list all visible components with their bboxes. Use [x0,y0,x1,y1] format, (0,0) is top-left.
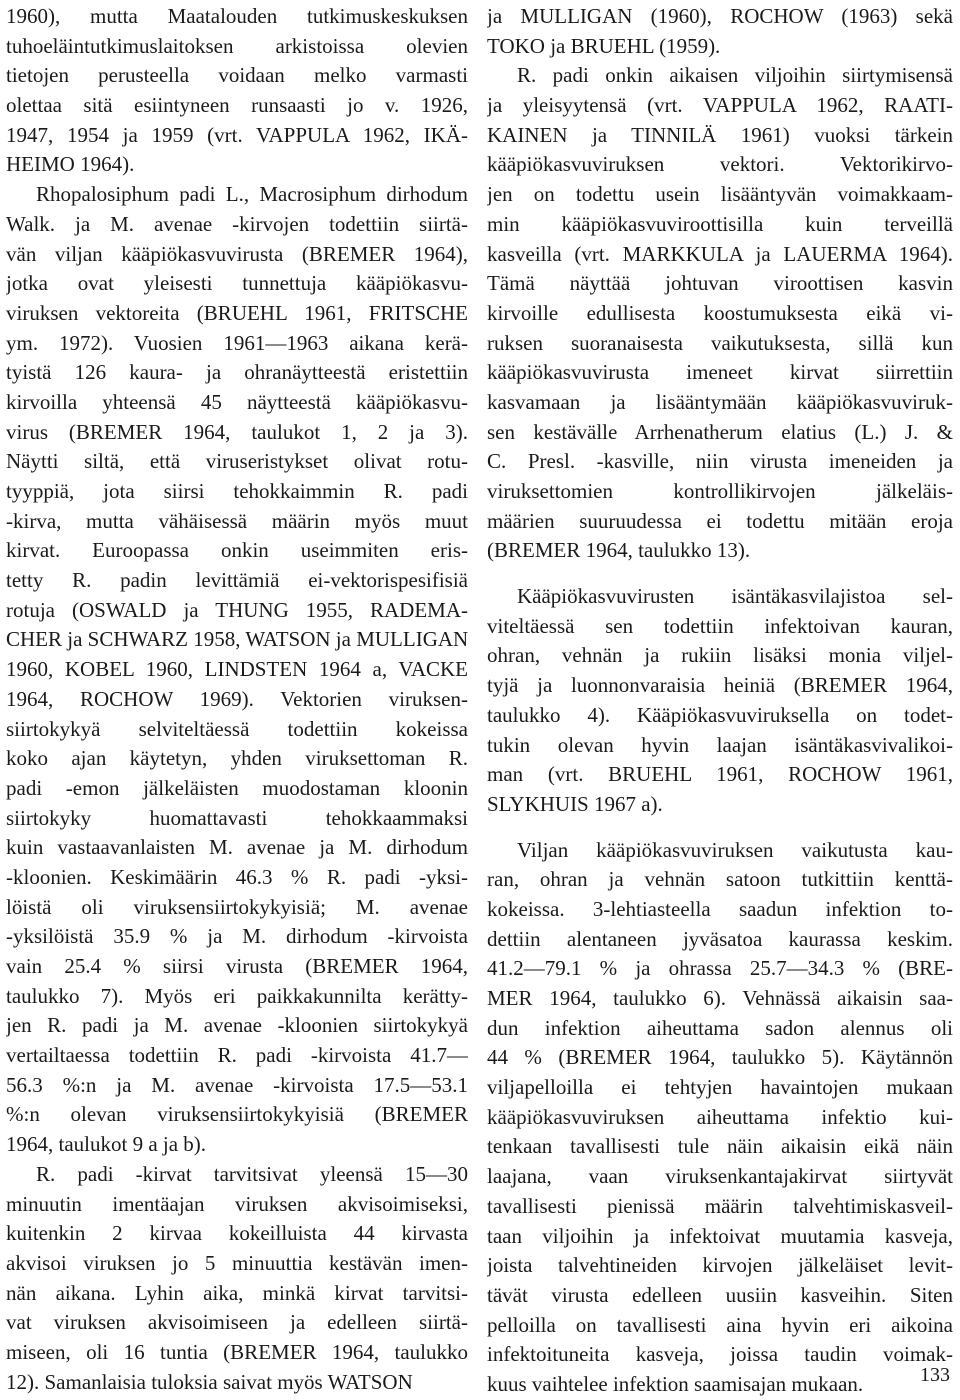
text-line: kääpiökasvuviruksen vektori. Vektorikirvo- [487,152,953,177]
text-line: Viljan kääpiökasvuviruksen vaikutusta kau- [517,837,953,862]
text-line: olettaa sitä esiintyneen runsaasti jo v. 1926, [6,93,468,118]
text-line: ja MULLIGAN (1960), ROCHOW (1963) sekä [487,4,953,28]
text-line: 41.2—79.1 % ja ohrassa 25.7—34.3 % (BRE- [487,956,953,981]
text-line: tyjä ja luonnonvaraisia heiniä (BREMER 1964, [487,673,953,698]
text-line: siirtokyky huomattavasti tehokkaammaksi [6,805,468,830]
text-line: (BREMER 1964, taulukko 13). [487,538,751,563]
text-line: min kääpiökasvuviroottisilla kuin terveillä [487,211,953,236]
text-line: 44 % (BREMER 1964, taulukko 5). Käytännön [487,1045,953,1070]
text-line: siirtokykyä selviteltäessä todettiin kokeissa [6,716,468,741]
paragraph-gap [487,820,953,836]
text-line: kääpiökasvuviruksen aiheuttama infektio kui- [487,1104,953,1129]
page-number: 133 [920,1364,950,1386]
text-line: Tämä näyttää johtuvan viroottisen kasvin [487,271,953,296]
text-line: -kirva, mutta vähäisessä määrin myös muut [6,508,468,533]
text-line: infektoituneita kasveja, joissa taudin voimak- [487,1342,953,1367]
text-line: tuhoeläintutkimuslaitoksen arkistoissa olevien [6,33,468,58]
text-line: joista talvehtineiden kirvojen jälkeläiset levit- [487,1253,953,1278]
text-line: kuin vastaavanlaisten M. avenae ja M. dirhodum [6,835,468,860]
text-line: nän aikana. Lyhin aika, minkä kirvat tarvitsi- [6,1280,468,1305]
text-line: %:n olevan viruksensiirtokykyisiä (BREMER [6,1102,468,1127]
text-line: taulukko 7). Myös eri paikkakunnilta kerätty- [6,983,468,1008]
text-line: jen R. padi ja M. avenae -kloonien siirtokykyä [6,1013,468,1038]
text-line: pelloilla on tavallisesti aina hyvin eri aikoina [487,1312,953,1337]
text-line: kuitenkin 2 kirvaa kokeilluista 44 kirvasta [6,1221,468,1246]
text-line: taulukko 4). Kääpiökasvuviruksella on todet- [487,702,953,727]
text-line: kasvamaan ja lisääntymään kääpiökasvuviruk- [487,389,953,414]
text-line: viteltäessä sen todettiin infektoivan kauran, [487,613,953,638]
text-line: 1964, taulukot 9 a ja b). [6,1132,207,1157]
text-line: tietojen perusteella voidaan melko varmasti [6,63,468,88]
text-line: viruksettomien kontrollikirvojen jälkeläis- [487,479,953,503]
text-line: dun infektion aiheuttama sadon alennus oli [487,1015,953,1040]
text-line: 12). Samanlaisia tuloksia saivat myös WATSON [6,1369,413,1394]
text-line: 56.3 %:n ja M. avenae -kirvoista 17.5—53.1 [6,1072,468,1097]
text-line: padi -emon jälkeläisten muodostaman kloonin [6,775,468,800]
text-line: 1960), mutta Maatalouden tutkimuskeskuksen [6,4,468,28]
text-line: CHER ja SCHWARZ 1958, WATSON ja MULLIGAN [6,627,468,652]
text-line: vain 25.4 % siirsi virusta (BREMER 1964, [6,954,468,978]
text-line: Näytti siltä, että viruseristykset olivat rotu- [6,449,468,474]
text-line: SLYKHUIS 1967 a). [487,791,663,816]
text-line: Rhopalosiphum padi L., Macrosiphum dirhodum [36,182,468,207]
text-line: vän viljan kääpiökasvuvirusta (BREMER 1964), [6,241,468,266]
text-line: dettiin alentaneen jyväsatoa kaurassa keskim. [487,926,953,951]
text-line: Walk. ja M. avenae -kirvojen todettiin siirtä- [6,211,468,236]
text-line: ran, ohran ja vehnän satoon tutkittiin kenttä- [487,867,953,892]
text-line: jotka ovat yleisesti tunnettuja kääpiökasvu- [6,271,468,296]
right-column [487,2,953,1400]
text-line: tenkaan tavallisesti tule näin aikaisin eikä näin [487,1134,953,1159]
text-line: kasveilla (vrt. MARKKULA ja LAUERMA 1964). [487,241,953,266]
text-line: -kloonien. Keskimäärin 46.3 % R. padi -yksi- [6,864,468,889]
text-line: 1964, ROCHOW 1969). Vektorien viruksen- [6,686,468,711]
text-line: HEIMO 1964). [6,152,135,177]
text-line: R. padi -kirvat tarvitsivat yleensä 15—30 [36,1161,468,1186]
text-line: koko ajan käytetyn, yhden viruksettoman R. [6,746,468,771]
text-line: tavallisesti pienissä määrin talvehtimiskasveil- [487,1193,953,1218]
text-line: viljapelloilla ei tehtyjen havaintojen mukaan [487,1075,953,1100]
text-line: KAINEN ja TINNILÄ 1961) vuoksi tärkein [487,122,953,147]
text-line: vat viruksen akvisoimiseen ja edelleen siirtä- [6,1310,468,1335]
left-column [6,2,468,1397]
text-line: tyistä 126 kaura- ja ohranäytteestä eristettiin [6,360,468,385]
text-line: viruksen vektoreita (BRUEHL 1961, FRITSCHE [6,300,468,325]
text-line: tyyppiä, jota siirsi tehokkaimmin R. padi [6,479,468,503]
text-line: ym. 1972). Vuosien 1961—1963 aikana kerä- [6,330,468,355]
text-line: määrien suuruudessa ei todettu mitään eroja [487,508,953,533]
text-line: ja yleisyytensä (vrt. VAPPULA 1962, RAATI- [487,93,953,118]
text-line: C. Presl. -kasville, niin virusta imeneiden ja [487,449,953,474]
text-line: miseen, oli 16 tuntia (BREMER 1964, taulukko [6,1339,468,1364]
text-line: R. padi onkin aikaisen viljoihin siirtymisensä [517,63,953,88]
text-line: ohran, vehnän ja rukiin lisäksi monia viljel- [487,643,953,668]
text-line: kuus vaihtelee infektion saamisajan mukaan. [487,1371,864,1396]
text-line: taan viljoihin ja infektoivat muutamia kasveja, [487,1223,953,1248]
text-line: kokeissa. 3-lehtiasteella saadun infektion to- [487,896,953,921]
text-line: kääpiökasvuvirusta imeneet kirvat siirrettiin [487,360,953,385]
text-line: tävät virusta edelleen uusiin kasveihin. Siten [487,1282,953,1307]
text-line: tukin olevan hyvin laajan isäntäkasvivalikoi- [487,732,953,757]
text-line: laajana, vaan viruksenkantajakirvat siirtyvät [487,1164,953,1189]
text-line: 1960, KOBEL 1960, LINDSTEN 1964 a, VACKE [6,657,468,682]
text-line: rotuja (OSWALD ja THUNG 1955, RADEMA- [6,597,468,622]
text-line: sen kestävälle Arrhenatherum elatius (L.) J. & [487,419,953,444]
text-line: ruksen suoranaisesta vaikutuksesta, sillä kun [487,330,953,355]
text-line: MER 1964, taulukko 6). Vehnässä aikaisin saa- [487,986,953,1010]
text-line: vertailtaessa todettiin R. padi -kirvoista 41.7— [6,1043,468,1068]
text-line: virus (BREMER 1964, taulukot 1, 2 ja 3). [6,419,468,444]
paragraph-gap [487,566,953,582]
text-line: tetty R. padin levittämiä ei-vektorispesifisiä [6,568,468,593]
text-line: akvisoi viruksen jo 5 minuuttia kestävän imen- [6,1250,468,1275]
text-line: Kääpiökasvuvirusten isäntäkasvilajistoa sel- [517,584,953,609]
text-line: 1947, 1954 ja 1959 (vrt. VAPPULA 1962, IKÄ- [6,122,468,147]
text-line: kirvoille edullisesta koostumuksesta eikä vi- [487,300,953,325]
text-line: kirvat. Euroopassa onkin useimmiten eris- [6,538,468,563]
text-line: TOKO ja BRUEHL (1959). [487,33,721,58]
text-line: -yksilöistä 35.9 % ja M. dirhodum -kirvoista [6,924,468,949]
text-line: kirvoilla yhteensä 45 näytteestä kääpiökasvu- [6,389,468,414]
text-line: man (vrt. BRUEHL 1961, ROCHOW 1961, [487,762,953,787]
text-line: minuutin imentäajan viruksen akvisoimiseksi, [6,1191,468,1216]
text-line: löistä oli viruksensiirtokykyisiä; M. avenae [6,894,468,919]
text-line: jen on todettu usein lisääntyvän voimakkaam- [487,182,953,207]
